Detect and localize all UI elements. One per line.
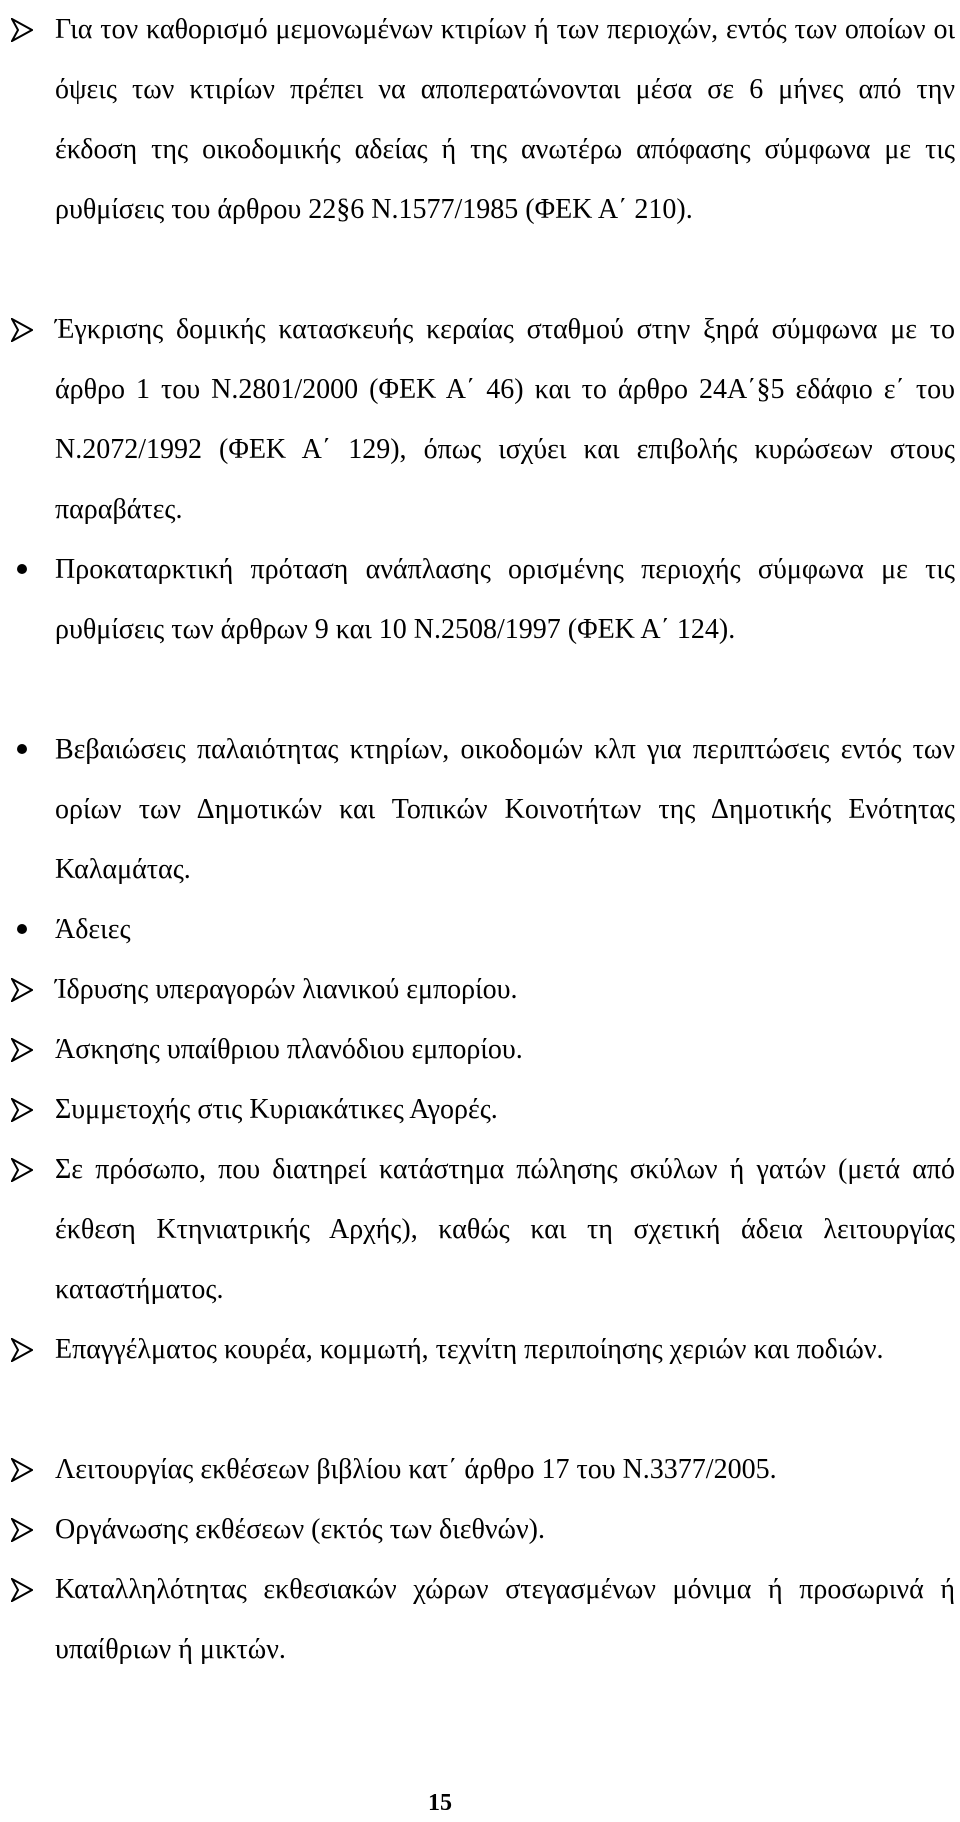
list-item-text: Λειτουργίας εκθέσεων βιβλίου κατ΄ άρθρο 17 του Ν.3377/2005. xyxy=(55,1454,777,1485)
arrowhead-bullet-icon xyxy=(5,1440,39,1500)
list-item xyxy=(55,1080,955,1140)
list-item-text: Σε πρόσωπο, που διατηρεί κατάστημα πώλησης σκύλων ή γατών (μετά από έκθεση Κτηνιατρικής Αρχής), καθώς και τη σχετική άδεια λειτουργίας καταστήματος. xyxy=(55,1154,955,1305)
list-item xyxy=(55,1500,955,1560)
arrowhead-bullet-icon xyxy=(5,1140,39,1200)
list-item-text: Άδειες xyxy=(55,914,131,945)
list-item xyxy=(55,1140,955,1320)
list-item-text: Ίδρυσης υπεραγορών λιανικού εμπορίου. xyxy=(55,974,518,1005)
round-bullet-icon xyxy=(5,540,39,600)
round-bullet-icon xyxy=(5,720,39,780)
list-item xyxy=(55,1560,955,1680)
arrowhead-bullet-icon xyxy=(5,1560,39,1620)
arrowhead-bullet-icon xyxy=(5,1080,39,1140)
round-bullet-icon xyxy=(5,900,39,960)
list-item-text: Άσκησης υπαίθριου πλανόδιου εμπορίου. xyxy=(55,1034,523,1065)
list-item xyxy=(55,0,955,240)
arrowhead-bullet-icon xyxy=(5,0,39,60)
list-item-text: Για τον καθορισμό μεμονωμένων κτιρίων ή των περιοχών, εντός των οποίων οι όψεις των κτιρίων πρέπει να αποπερατώνονται μέσα σε 6 μήνες από την έκδοση της οικοδομικής αδείας ή της ανωτέρω απόφασης σύμφωνα με τις ρυθμίσεις του άρθρου 22§6 Ν.1577/1985 (ΦΕΚ Α΄ 210). xyxy=(55,14,955,225)
list-item-text: Έγκρισης δομικής κατασκευής κεραίας σταθμού στην ξηρά σύμφωνα με το άρθρο 1 του Ν.2801/2000 (ΦΕΚ Α΄ 46) και το άρθρο 24Α΄§5 εδάφιο ε΄ του Ν.2072/1992 (ΦΕΚ Α΄ 129), όπως ισχύει και επιβολής κυρώσεων στους παραβάτες. xyxy=(55,314,955,525)
list-item-text: Επαγγέλματος κουρέα, κομμωτή, τεχνίτη περιποίησης χεριών και ποδιών. xyxy=(55,1334,884,1365)
arrowhead-bullet-icon xyxy=(5,1500,39,1560)
list-item xyxy=(55,300,955,540)
list-item-text: Συμμετοχής στις Κυριακάτικες Αγορές. xyxy=(55,1094,498,1125)
list-item xyxy=(55,1440,955,1500)
list-item-text: Βεβαιώσεις παλαιότητας κτηρίων, οικοδομών κλπ για περιπτώσεις εντός των ορίων των Δημοτικών και Τοπικών Κοινοτήτων της Δημοτικής Ενότητας Καλαμάτας. xyxy=(55,734,955,885)
list-item-text: Προκαταρκτική πρόταση ανάπλασης ορισμένης περιοχής σύμφωνα με τις ρυθμίσεις των άρθρων 9 και 10 Ν.2508/1997 (ΦΕΚ Α΄ 124). xyxy=(55,554,955,645)
list-item xyxy=(55,540,955,660)
page-number: 15 xyxy=(428,1790,452,1816)
arrowhead-bullet-icon xyxy=(5,300,39,360)
arrowhead-bullet-icon xyxy=(5,1020,39,1080)
list-item xyxy=(55,1020,955,1080)
list-item-text: Οργάνωσης εκθέσεων (εκτός των διεθνών). xyxy=(55,1514,545,1545)
list-item xyxy=(55,720,955,900)
arrowhead-bullet-icon xyxy=(5,960,39,1020)
list-item xyxy=(55,1320,955,1380)
list-item-text: Καταλληλότητας εκθεσιακών χώρων στεγασμένων μόνιμα ή προσωρινά ή υπαίθριων ή μικτών. xyxy=(55,1574,955,1665)
list-item xyxy=(55,900,955,960)
arrowhead-bullet-icon xyxy=(5,1320,39,1380)
list-item xyxy=(55,960,955,1020)
